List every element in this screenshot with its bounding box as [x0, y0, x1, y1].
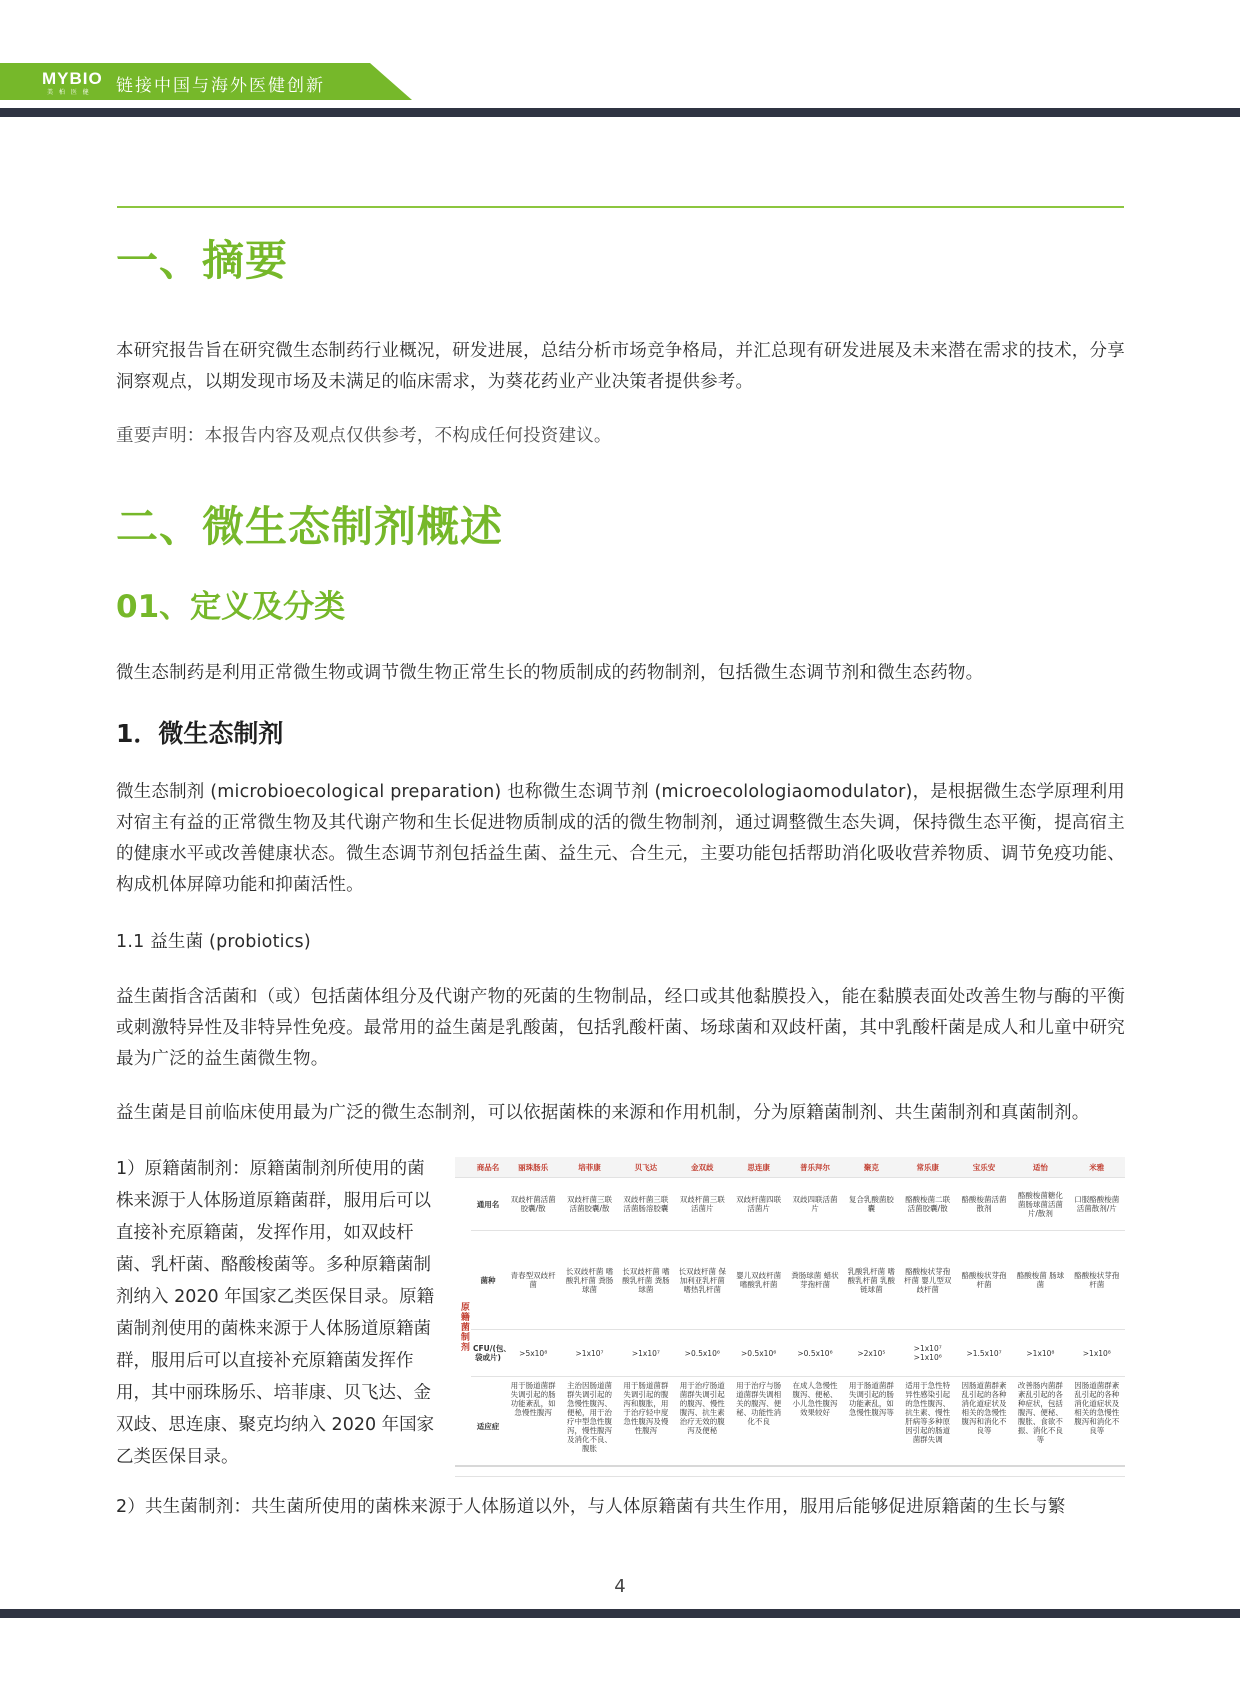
table-header-cell: 适怡	[1012, 1157, 1068, 1178]
table-cell: 长双歧杆菌 保加利亚乳杆菌 嗜热乳杆菌	[674, 1231, 730, 1330]
table-cell: 乳酸乳杆菌 嗜酸乳杆菌 乳酸链球菌	[843, 1231, 899, 1330]
probiotics-classification-paragraph: 益生菌是目前临床使用最为广泛的微生态制剂，可以依据菌株的来源和作用机制，分为原籍菌制剂、共生菌制剂和真菌制剂。	[116, 1103, 1090, 1123]
table-cell: 长双歧杆菌 嗜酸乳杆菌 粪肠球菌	[561, 1231, 617, 1330]
probiotics-table	[455, 1157, 1125, 1477]
table-cell: 在成人急慢性腹泻、便秘、小儿急性腹泻效果较好	[787, 1377, 843, 1477]
table-row-label: CFU/(包、袋或片)	[471, 1330, 505, 1377]
table-cell: 用于肠道菌群失调引起的肠功能紊乱，如急慢性腹泻等	[843, 1377, 899, 1477]
table-cell: 双歧杆菌三联活菌片	[674, 1178, 730, 1231]
table-cell: 双歧杆菌三联活菌胶囊/散	[561, 1178, 617, 1231]
table-cell: 酪酸梭菌二联活菌胶囊/散	[900, 1178, 956, 1231]
table-header-cell: 培菲康	[561, 1157, 617, 1178]
table-bottom-border	[455, 1465, 1125, 1467]
table-cell: >2x10⁵	[843, 1330, 899, 1377]
table-header-row	[455, 1157, 1125, 1178]
table-cell: 双歧四联活菌片	[787, 1178, 843, 1231]
table-cell: >0.5x10⁶	[674, 1330, 730, 1377]
table-cell: 用于肠道菌群失调引起的腹泻和腹胀，用于治疗轻中度急性腹泻及慢性腹泻	[618, 1377, 674, 1477]
table-header-cell: 普乐拜尔	[787, 1157, 843, 1178]
section-title-overview: 二、微生态制剂概述	[116, 502, 504, 551]
table-cell: 用于治疗与肠道菌群失调相关的腹泻、便秘、功能性消化不良	[730, 1377, 786, 1477]
table-cell: 长双歧杆菌 嗜酸乳杆菌 粪肠球菌	[618, 1231, 674, 1330]
table-header-cell: 金双歧	[674, 1157, 730, 1178]
preparation-paragraph: 微生态制剂 (microbioecological preparation) 也称微生态调节剂 (microecolologiaomodulator)，是根据微生态学原理利用对宿主有益的正常微生物及其代谢产物和生长促进物质制成的活的微生物制剂，通过调整微生态失调，保持微生态平衡，提高宿主的健康水平或改善健康状态。微生态调节剂包括益生菌、益生元、合生元，主要功能包括帮助消化吸收营养物质、调节免疫功能、构成机体屏障功能和抑菌活性。	[116, 782, 1125, 895]
table-row	[455, 1377, 1125, 1477]
table-cell: 复合乳酸菌胶囊	[843, 1178, 899, 1231]
table-cell: 酪酸梭菌 肠球菌	[1012, 1231, 1068, 1330]
table-header-cell: 思连康	[730, 1157, 786, 1178]
table-cell: >5x10⁸	[505, 1330, 561, 1377]
table-cell: 因肠道菌群紊乱引起的各种消化道症状及相关的急慢性腹泻和消化不良等	[1069, 1377, 1125, 1477]
heading-microecological-preparation: 1．微生态制剂	[116, 719, 284, 748]
table-row	[455, 1178, 1125, 1231]
table-cell: 青春型双歧杆菌	[505, 1231, 561, 1330]
header-divider-bar	[0, 108, 1240, 117]
native-strain-paragraph: 1）原籍菌制剂：原籍菌制剂所使用的菌株来源于人体肠道原籍菌群，服用后可以直接补充原籍菌，发挥作用，如双歧杆菌、乳杆菌、酪酸梭菌等。多种原籍菌制剂纳入 2020 年国家乙类医保目录。原籍菌制剂使用的菌株来源于人体肠道原籍菌群，服用后可以直接补充原籍菌发挥作用，其中丽珠肠乐、培菲康、贝飞达、金双歧、思连康、聚克均纳入 2020 年国家乙类医保目录。	[116, 1159, 435, 1467]
table-cell: 双歧杆菌三联活菌肠溶胶囊	[618, 1178, 674, 1231]
table-cell: 主治因肠道菌群失调引起的急慢性腹泻、便秘，用于治疗中型急性腹泻，慢性腹泻及消化不良、腹胀	[561, 1377, 617, 1477]
commensal-strain-paragraph: 2）共生菌制剂：共生菌所使用的菌株来源于人体肠道以外，与人体原籍菌有共生作用，服用后能够促进原籍菌的生长与繁	[116, 1497, 1066, 1517]
subsection-title-definition: 01、定义及分类	[116, 589, 346, 625]
table-cell: >1.5x10⁷	[956, 1330, 1012, 1377]
definition-paragraph: 微生态制药是利用正常微生物或调节微生物正常生长的物质制成的药物制剂，包括微生态调节剂和微生态药物。	[116, 663, 984, 683]
table-cell: >0.5x10⁶	[787, 1330, 843, 1377]
table-group-label: 原籍菌制剂	[455, 1178, 471, 1477]
table-cell: 因肠道菌群紊乱引起的各种消化道症状及相关的急慢性腹泻和消化不良等	[956, 1377, 1012, 1477]
footer-divider-bar	[0, 1609, 1240, 1618]
probiotics-table-figure	[455, 1157, 1125, 1467]
table-row	[455, 1330, 1125, 1377]
disclaimer: 重要声明：本报告内容及观点仅供参考，不构成任何投资建议。	[116, 426, 612, 446]
table-cell: 酪酸梭状芽孢杆菌 婴儿型双歧杆菌	[900, 1231, 956, 1330]
table-cell: 粪肠球菌 蜡状芽孢杆菌	[787, 1231, 843, 1330]
table-cell: 口服酪酸梭菌活菌散剂/片	[1069, 1178, 1125, 1231]
brand-logo: MYBIO	[42, 69, 103, 88]
table-cell: 酪酸梭状芽孢杆菌	[956, 1231, 1012, 1330]
table-row-label: 适应症	[471, 1377, 505, 1477]
table-cell: 用于肠道菌群失调引起的肠功能紊乱，如急慢性腹泻	[505, 1377, 561, 1477]
table-cell: 酪酸梭菌活菌散剂	[956, 1178, 1012, 1231]
table-cell: >1x10⁷ >1x10⁶	[900, 1330, 956, 1377]
section-title-summary: 一、摘要	[116, 236, 289, 285]
table-cell: 双歧杆菌四联活菌片	[730, 1178, 786, 1231]
table-header-cell: 聚克	[843, 1157, 899, 1178]
table-header-cell: 商品名	[471, 1157, 505, 1178]
probiotics-paragraph: 益生菌指含活菌和（或）包括菌体组分及代谢产物的死菌的生物制品，经口或其他黏膜投入，能在黏膜表面处改善生物与酶的平衡或刺激特异性及非特异性免疫。最常用的益生菌是乳酸菌，包括乳酸杆菌、场球菌和双歧杆菌，其中乳酸杆菌是成人和儿童中研究最为广泛的益生菌微生物。	[116, 987, 1125, 1069]
table-header-cell: 贝飞达	[618, 1157, 674, 1178]
table-cell: >1x10⁸	[1012, 1330, 1068, 1377]
table-cell: 用于治疗肠道菌群失调引起的腹泻、慢性腹泻、抗生素治疗无效的腹泻及便秘	[674, 1377, 730, 1477]
table-cell: >1x10⁷	[618, 1330, 674, 1377]
header-tagline: 链接中国与海外医健创新	[116, 76, 325, 96]
table-header-cell: 米雅	[1069, 1157, 1125, 1178]
table-cell: 酪酸梭状芽孢杆菌	[1069, 1231, 1125, 1330]
heading-probiotics: 1.1 益生菌 (probiotics)	[116, 932, 311, 952]
table-cell: >1x10⁷	[561, 1330, 617, 1377]
table-cell: >1x10⁸	[1069, 1330, 1125, 1377]
table-cell: >0.5x10⁶	[730, 1330, 786, 1377]
table-cell: 婴儿双歧杆菌 嗜酸乳杆菌	[730, 1231, 786, 1330]
table-row	[455, 1231, 1125, 1330]
section-rule	[117, 206, 1124, 208]
table-row-label: 菌种	[471, 1231, 505, 1330]
table-header-cell: 常乐康	[900, 1157, 956, 1178]
brand-logo-subtitle: 美 柏 医 健	[47, 89, 91, 96]
table-header-cell: 丽珠肠乐	[505, 1157, 561, 1178]
table-cell: 改善肠内菌群紊乱引起的各种症状，包括腹泻、便秘、腹胀、食欲不振、消化不良等	[1012, 1377, 1068, 1477]
table-cell: 酪酸梭菌糖化菌肠球菌活菌片/散剂	[1012, 1178, 1068, 1231]
summary-paragraph: 本研究报告旨在研究微生态制药行业概况，研发进展，总结分析市场竞争格局，并汇总现有研发进展及未来潜在需求的技术，分享洞察观点，以期发现市场及未满足的临床需求，为葵花药业产业决策者提供参考。	[116, 341, 1125, 392]
table-header-cell: 宝乐安	[956, 1157, 1012, 1178]
table-row-label: 通用名	[471, 1178, 505, 1231]
table-cell: 双歧杆菌活菌胶囊/散	[505, 1178, 561, 1231]
table-cell: 适用于急性特异性感染引起的急性腹泻、抗生素、慢性肝病等多种原因引起的肠道菌群失调	[900, 1377, 956, 1477]
page-number: 4	[614, 1576, 626, 1597]
